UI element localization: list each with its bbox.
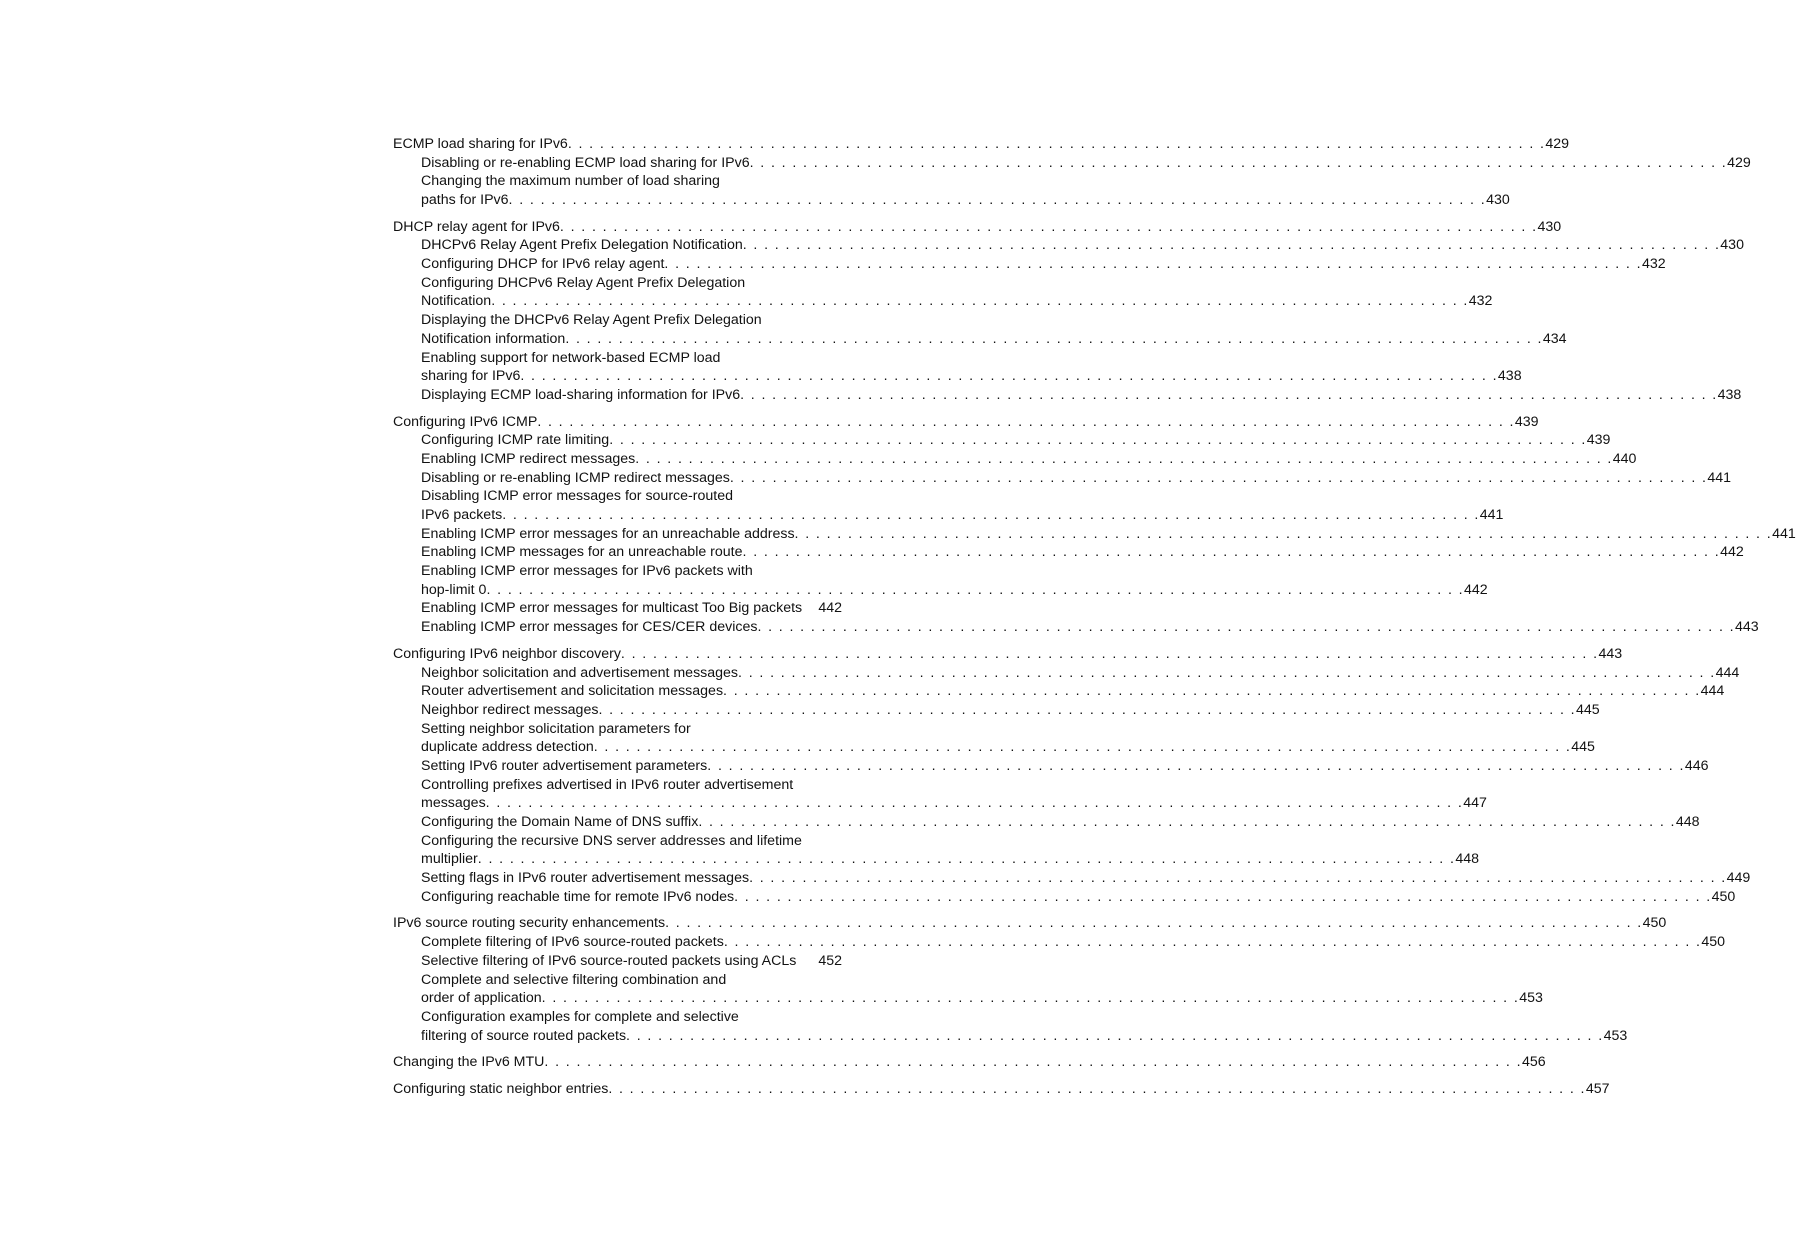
toc-entry-title: IPv6 source routing security enhancements <box>393 915 666 932</box>
toc-section <box>393 218 1744 405</box>
toc-page-number: 453 <box>1519 990 1543 1007</box>
toc-subentry[interactable] <box>393 293 1493 312</box>
toc-subentry[interactable] <box>393 386 1742 405</box>
toc-subentry-first-line: Disabling ICMP error messages for source-routed <box>421 488 733 505</box>
toc-entry-title: Configuring DHCP for IPv6 relay agent <box>421 256 665 273</box>
toc-entry-title: order of application <box>421 990 542 1007</box>
toc-section-entry[interactable] <box>393 915 1667 934</box>
toc-subentry-first-line: Enabling support for network-based ECMP load <box>421 349 721 366</box>
toc-page-number: 430 <box>1720 237 1744 254</box>
toc-subentry[interactable] <box>393 850 1479 869</box>
toc-entry-title: Configuring the Domain Name of DNS suffix <box>421 814 699 831</box>
toc-dot-leader <box>635 450 1613 469</box>
toc-page-number: 445 <box>1571 739 1595 756</box>
toc-page-number: 429 <box>1545 135 1570 152</box>
toc-entry-title: Setting flags in IPv6 router advertisement messages <box>421 870 750 887</box>
toc-subentry[interactable] <box>393 255 1666 274</box>
toc-subentry[interactable] <box>393 367 1522 386</box>
toc-dot-leader <box>565 330 1543 349</box>
toc-page-number: 450 <box>1711 888 1736 905</box>
toc-subentry-first-line: Changing the maximum number of load sharing <box>421 173 720 190</box>
toc-subentry-first-line: Setting neighbor solicitation parameters for <box>421 720 691 737</box>
toc-dot-leader <box>621 645 1599 664</box>
toc-subentry[interactable] <box>393 701 1600 720</box>
toc-dot-leader <box>486 794 1464 813</box>
toc-entry-title: Setting IPv6 router advertisement parameters <box>421 757 708 774</box>
toc-dot-leader <box>537 413 1515 432</box>
toc-dot-leader <box>626 1027 1604 1046</box>
toc-page-number: 442 <box>818 600 842 617</box>
toc-page-number: 444 <box>1700 683 1725 700</box>
toc-entry-title: duplicate address detection <box>421 739 594 756</box>
toc-entry-title: Enabling ICMP redirect messages <box>421 450 636 467</box>
toc-page-number: 446 <box>1684 757 1709 774</box>
toc-entry-title: Configuring IPv6 neighbor discovery <box>393 645 621 662</box>
toc-section <box>393 413 1796 637</box>
toc-dot-leader <box>608 1080 1586 1099</box>
toc-entry-title: Configuring ICMP rate limiting <box>421 432 610 449</box>
toc-section-entry[interactable] <box>393 645 1623 664</box>
toc-subentry-first-line: Displaying the DHCPv6 Relay Agent Prefix Delegation <box>421 312 762 329</box>
toc-subentry[interactable] <box>393 330 1567 349</box>
toc-subentry[interactable] <box>393 888 1736 907</box>
toc-subentry-first-line: Configuration examples for complete and selective <box>421 1008 739 1025</box>
table-of-contents <box>393 135 1796 1107</box>
toc-page-number: 432 <box>1641 256 1666 273</box>
toc-section-entry[interactable] <box>393 413 1539 432</box>
toc-subentry[interactable] <box>393 154 1751 173</box>
toc-entry-title: multiplier <box>421 851 478 868</box>
toc-dot-leader <box>664 255 1642 274</box>
toc-entry-title: DHCPv6 Relay Agent Prefix Delegation Notification <box>421 237 743 254</box>
toc-entry-title: Displaying ECMP load-sharing information for IPv6 <box>421 386 741 403</box>
toc-dot-leader <box>491 292 1469 311</box>
toc-page-number: 443 <box>1598 645 1623 662</box>
toc-dot-leader <box>478 850 1456 869</box>
toc-page-number: 442 <box>1464 581 1488 598</box>
toc-dot-leader <box>544 1053 1522 1072</box>
toc-entry-title: Configuring reachable time for remote IPv6 nodes <box>421 888 735 905</box>
toc-subentry[interactable] <box>393 682 1725 701</box>
toc-subentry-first-line: Configuring the recursive DNS server addresses and lifetime <box>421 832 802 849</box>
toc-subentry-first-line: Complete and selective filtering combination and <box>421 971 727 988</box>
toc-entry-title: Notification <box>421 293 492 310</box>
toc-entry-title: Disabling or re-enabling ICMP redirect messages <box>421 469 730 486</box>
toc-page-number: 441 <box>1772 525 1796 542</box>
toc-dot-leader <box>707 757 1685 776</box>
toc-page-number: 439 <box>1586 432 1611 449</box>
toc-section-entry[interactable] <box>393 1080 1610 1099</box>
toc-section <box>393 1080 1610 1099</box>
toc-entry-title: Disabling or re-enabling ECMP load sharing for IPv6 <box>421 154 750 171</box>
toc-entry-title: Notification information <box>421 330 566 347</box>
toc-entry-title: messages <box>421 795 486 812</box>
toc-dot-leader <box>609 431 1587 450</box>
toc-page-number: 438 <box>1717 386 1742 403</box>
toc-entry-title: sharing for IPv6 <box>421 368 521 385</box>
toc-subentry[interactable] <box>393 1027 1628 1046</box>
toc-dot-leader <box>542 989 1520 1008</box>
toc-page-number: 447 <box>1463 795 1487 812</box>
toc-page-number: 430 <box>1486 192 1510 209</box>
toc-dot-leader <box>730 469 1708 488</box>
toc-dot-leader <box>665 914 1643 933</box>
toc-page-number: 452 <box>818 952 842 969</box>
toc-section <box>393 1053 1546 1072</box>
toc-page-number: 441 <box>1479 507 1504 524</box>
toc-dot-leader <box>520 367 1498 386</box>
toc-entry-title: Enabling ICMP messages for an unreachable route <box>421 544 743 561</box>
toc-page-number: 448 <box>1455 851 1479 868</box>
toc-page-number: 432 <box>1468 293 1493 310</box>
toc-page-number: 443 <box>1734 619 1759 636</box>
toc-dot-leader <box>698 813 1676 832</box>
toc-entry-title: DHCP relay agent for IPv6 <box>393 218 560 235</box>
toc-page-number: 445 <box>1575 701 1600 718</box>
toc-subentry[interactable] <box>393 236 1744 255</box>
toc-entry-title: hop-limit 0 <box>421 581 487 598</box>
toc-subentry[interactable] <box>393 506 1504 525</box>
toc-page-number: 450 <box>1642 915 1667 932</box>
toc-entry-title: Enabling ICMP error messages for CES/CER devices <box>421 619 758 636</box>
toc-page-number: 441 <box>1707 469 1732 486</box>
toc-subentry[interactable] <box>393 813 1700 832</box>
toc-dot-leader <box>738 664 1716 683</box>
toc-dot-leader <box>749 869 1727 888</box>
toc-subentry-first-line: Controlling prefixes advertised in IPv6 router advertisement <box>421 776 794 793</box>
toc-entry-title: filtering of source routed packets <box>421 1027 627 1044</box>
toc-dot-leader <box>598 701 1576 720</box>
toc-subentry-first-line: Enabling ICMP error messages for IPv6 packets with <box>421 563 753 580</box>
toc-page-number: 457 <box>1585 1080 1610 1097</box>
toc-dot-leader <box>757 618 1735 637</box>
toc-section <box>393 645 1751 907</box>
toc-page-number: 444 <box>1715 664 1740 681</box>
toc-section-entry[interactable] <box>393 1053 1546 1072</box>
toc-entry-title: IPv6 packets <box>421 507 503 524</box>
toc-subentry[interactable] <box>393 469 1732 488</box>
toc-page-number: 429 <box>1727 154 1751 171</box>
toc-entry-title: Enabling ICMP error messages for an unreachable address <box>421 525 795 542</box>
toc-subentry[interactable] <box>393 664 1740 683</box>
toc-page-number: 449 <box>1726 870 1751 887</box>
toc-section-entry[interactable] <box>393 135 1570 154</box>
toc-subentry[interactable] <box>393 600 842 619</box>
toc-subentry[interactable] <box>393 738 1595 757</box>
toc-entry-title: Configuring IPv6 ICMP <box>393 413 538 430</box>
toc-entry-title: paths for IPv6 <box>421 192 509 209</box>
toc-subentry[interactable] <box>393 450 1637 469</box>
toc-subentry[interactable] <box>393 618 1759 637</box>
toc-entry-title: Neighbor redirect messages <box>421 701 599 718</box>
toc-dot-leader <box>560 218 1538 237</box>
toc-dot-leader <box>509 191 1487 210</box>
toc-page-number: 438 <box>1497 368 1522 385</box>
toc-entry-title: Complete filtering of IPv6 source-routed packets <box>421 934 724 951</box>
toc-subentry[interactable] <box>393 757 1709 776</box>
toc-subentry[interactable] <box>393 952 842 971</box>
toc-entry-title: Router advertisement and solicitation messages <box>421 683 724 700</box>
toc-dot-leader <box>734 888 1712 907</box>
toc-dot-leader <box>486 581 1464 600</box>
toc-page-number: 453 <box>1603 1027 1628 1044</box>
toc-dot-leader <box>502 506 1480 525</box>
toc-subentry[interactable] <box>393 191 1510 210</box>
toc-entry-title: ECMP load sharing for IPv6 <box>393 135 568 152</box>
toc-dot-leader <box>568 135 1546 154</box>
toc-page-number: 439 <box>1514 413 1539 430</box>
toc-subentry[interactable] <box>393 431 1611 450</box>
toc-page-number: 442 <box>1720 544 1744 561</box>
toc-page-number: 456 <box>1521 1054 1546 1071</box>
toc-subentry[interactable] <box>393 794 1487 813</box>
toc-page-number: 430 <box>1537 218 1562 235</box>
toc-section <box>393 135 1751 210</box>
toc-dot-leader <box>750 154 1728 173</box>
toc-dot-leader <box>594 738 1572 757</box>
toc-page-number: 440 <box>1612 450 1637 467</box>
toc-dot-leader <box>743 236 1721 255</box>
toc-dot-leader <box>740 386 1718 405</box>
toc-dot-leader <box>743 543 1721 562</box>
toc-page-number: 448 <box>1675 814 1700 831</box>
toc-dot-leader <box>723 682 1701 701</box>
toc-entry-title: Neighbor solicitation and advertisement messages <box>421 664 739 681</box>
toc-page-number: 450 <box>1701 934 1726 951</box>
toc-section-entry[interactable] <box>393 218 1562 237</box>
toc-dot-leader <box>795 525 1773 544</box>
toc-page-number: 434 <box>1542 330 1567 347</box>
toc-subentry[interactable] <box>393 933 1726 952</box>
toc-entry-title: Selective filtering of IPv6 source-routed packets using ACLs <box>421 952 797 969</box>
toc-subentry[interactable] <box>393 581 1488 600</box>
toc-section <box>393 915 1726 1046</box>
toc-dot-leader <box>724 933 1702 952</box>
toc-subentry[interactable] <box>393 869 1751 888</box>
toc-entry-title: Changing the IPv6 MTU <box>393 1054 545 1071</box>
toc-subentry[interactable] <box>393 989 1543 1008</box>
toc-subentry[interactable] <box>393 525 1796 544</box>
toc-entry-title: Configuring static neighbor entries <box>393 1080 609 1097</box>
toc-subentry[interactable] <box>393 543 1744 562</box>
toc-subentry-first-line: Configuring DHCPv6 Relay Agent Prefix Delegation <box>421 274 746 291</box>
toc-entry-title: Enabling ICMP error messages for multicast Too Big packets <box>421 600 803 617</box>
